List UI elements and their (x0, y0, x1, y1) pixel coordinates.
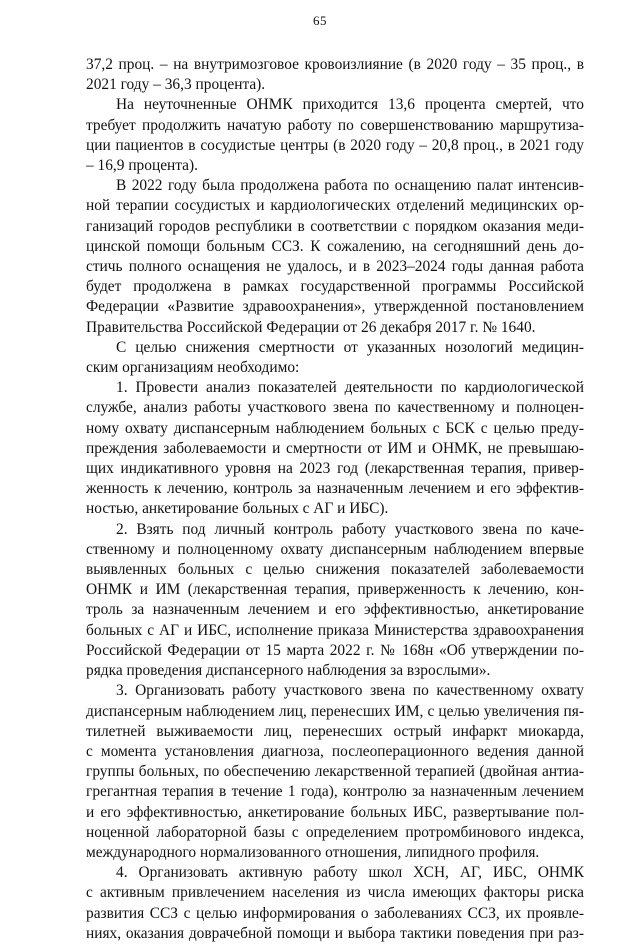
text-line: преждения заболеваемости и смертности от ИМ и ОНМК, не превышаю- (86, 439, 584, 457)
text-line: ниях, оказания доврачебной помощи и выбора тактики поведения при раз- (86, 924, 584, 942)
text-line: с активным привлечением населения из числа имеющих факторы риска (86, 884, 584, 902)
text-line: тилетней выживаемости лиц, перенесших острый инфаркт миокарда, (86, 722, 584, 740)
text-line: ОНМК и ИМ (лекарственная терапия, приверженность к лечению, кон- (86, 581, 584, 599)
text-line: развития ССЗ с целью информирования о заболеваниях ССЗ, их проявле- (86, 904, 584, 922)
text-line: Правительства Российской Федерации от 26 декабря 2017 г. № 1640. (86, 318, 536, 336)
text-line: 3. Организовать работу участкового звена по качественному охвату (116, 682, 584, 700)
text-line: 1. Провести анализ показателей деятельности по кардиологической (116, 379, 584, 397)
text-line: с момента установления диагноза, послеоперационного ведения данной (86, 742, 584, 760)
text-line: службе, анализ работы участкового звена по качественному и полноцен- (86, 399, 584, 417)
text-line: выявленных больных с целью снижения показателей заболеваемости (86, 561, 584, 579)
text-line: рядка проведения диспансерного наблюдения за взрослыми». (86, 662, 491, 680)
text-line: стичь полного оснащения не удалось, и в 2023–2024 годы данная работа (86, 258, 584, 276)
text-line: диспансерным наблюдением лиц, перенесших ИМ, с целью увеличения пя- (86, 702, 584, 720)
text-line: будет продолжена в рамках государственной программы Российской (86, 278, 584, 296)
text-line: женность к лечению, контроль за назначенным лечением и его эффектив- (86, 480, 584, 498)
text-line: ностью, анкетирование больных с АГ и ИБС). (86, 500, 389, 518)
text-line: С целью снижения смертности от указанных нозологий медицин- (116, 338, 584, 356)
text-line: щих индикативного уровня на 2023 год (лекарственная терапия, привер- (86, 460, 584, 478)
text-line: ному охвату диспансерным наблюдением больных с БСК с целью преду- (86, 419, 584, 437)
text-line: больных с АГ и ИБС, исполнение приказа Министерства здравоохранения (86, 621, 584, 639)
text-line: ноценной лабораторной базы с определением протромбинового индекса, (86, 823, 584, 841)
text-line: Федерации «Развитие здравоохранения», утвержденной постановлением (86, 298, 584, 316)
body-text (86, 55, 584, 944)
text-line: ственному и полноценному охвату диспансерным наблюдением впервые (86, 540, 584, 558)
text-line: цинской помощи больным ССЗ. К сожалению, на сегодняшний день до- (86, 237, 584, 255)
text-line: Российской Федерации от 15 марта 2022 г. № 168н «Об утверждении по- (86, 641, 584, 659)
text-line: ганизаций городов республики в соответствии с порядком оказания меди- (86, 217, 584, 235)
text-line: троль за назначенным лечением и его эффективностью, анкетирование (86, 601, 584, 619)
text-line: ским организациям необходимо: (86, 359, 300, 377)
page-number: 65 (313, 13, 327, 28)
text-line: В 2022 году была продолжена работа по оснащению палат интенсив- (116, 177, 584, 195)
text-line: ной терапии сосудистых и кардиологических отделений медицинских ор- (86, 197, 584, 215)
text-line: грегантная терапия в течение 1 года), контролю за назначенным лечением (86, 783, 584, 801)
text-line: 2021 году – 36,3 процента). (86, 76, 266, 94)
text-line: требует продолжить начатую работу по совершенствованию маршрутиза- (86, 116, 584, 134)
text-line: и его эффективностью, анкетирование больных ИБС, развертывание пол- (86, 803, 584, 821)
text-line: 4. Организовать активную работу школ ХСН, АГ, ИБС, ОНМК (116, 864, 584, 882)
text-line: На неуточненные ОНМК приходится 13,6 процента смертей, что (116, 96, 584, 114)
text-line: группы больных, по обеспечению лекарственной терапией (двойная антиа- (86, 763, 584, 781)
text-line: 37,2 проц. – на внутримозговое кровоизлияние (в 2020 году – 35 проц., в (86, 56, 584, 73)
text-line: ции пациентов в сосудистые центры (в 2020 году – 20,8 проц., в 2021 году (86, 136, 584, 154)
text-line: международного нормализованного отношения, липидного профиля. (86, 843, 540, 861)
text-line: – 16,9 процента). (86, 157, 198, 175)
text-line: 2. Взять под личный контроль работу участкового звена по каче- (116, 520, 584, 538)
